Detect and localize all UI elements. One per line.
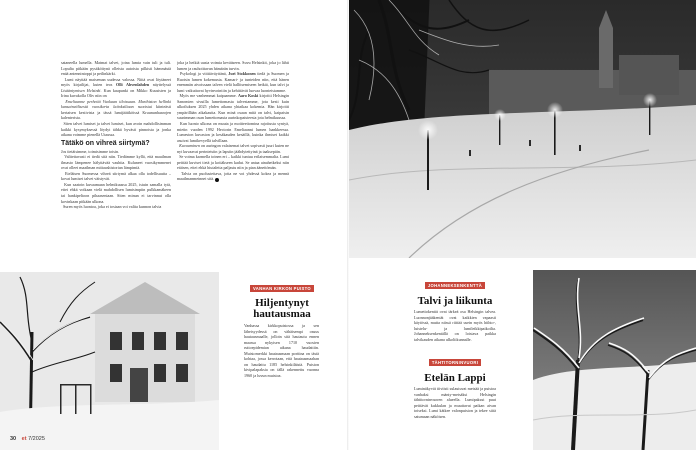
infobox-text: Vanhassa kirkkopuistossa ja sen läheisyydessä on vähäisempi osuus hautausmaalle, jolloin sitä hautautu ennen maassa nykyisen 1710 vuosien ruttoepidemian aikana haudattiin. Muistomerkki hautausmaan porttina on tästä kohtaa, jossa kerrotaan, että hautausmaahan on haudattu 1185 helsinkiläistä. Puiston kivipalapaksia on tällä rakennettu vuonna 1960 ja luvun muistoa. bbox=[244, 323, 319, 378]
end-mark-icon bbox=[215, 178, 219, 182]
col2-paragraph-1: joka ja hetkiä uusia voimia kevääseen. Suvu Helsinkit, joka jo lähti lumen ja rauhoittavan hämärän turvin. bbox=[177, 60, 289, 71]
col1-paragraph-5: Jos tietäisimme, toimisimme toisin. bbox=[61, 148, 120, 154]
photo-snowy-trees-hill bbox=[533, 270, 696, 450]
col2-paragraph-6: Se voima karmella toinen eri – kaikki tuntuu erilaisemmalta. Lumi peittää kuviset tietä ja kotiäkseen kadut. Se antaa ainahetkeksi niin etäisen, ettei ehkä hiutaletta paljastu niin ja pian äänettömän. bbox=[177, 154, 289, 171]
col1-paragraph-8: Kun saatoin kuvaamaan helmikuussa 2025, istuin samalla tytä, ettei ehkä voikaan vielä mahdollisen lumisimpiin pulkkamäkeen tai hankipeltoon pihaaseniaan. Siten minun ei tarvinnut olla kovinkaan pitkään ulkona. bbox=[61, 181, 171, 204]
col1-paragraph-6: Valitettavasti ei tiedä sitä niin. Tiedämme kyllä, että maailman ilmasto lämpenee hälyttävää vauhtia. Kuluneet vuosikymmenet ovat olleet maailman mittaushistorian lämpimiä. bbox=[61, 154, 171, 171]
col1-paragraph-2: Lumi näyttää maiseman uudessa valossa. Niitä ovat löytäneet myös kirjailijat, kuten teos Olli Ahvenlahden näyttelyssä Lisääntymisen Helsinki. Kun kaupunki on Mikko Kuusisten ja Irina kuvakolla Oliv niin on bbox=[61, 76, 171, 99]
infobox-text: Lumettokentät ovat tärkeä osa Helsingin talvea. Luonnonjääkentät ovat kaikkien vapaasti käytössä, mutta niissä riittää usein myös hiihto-, luistelu- ja lumileikkipaikoilta. Johanneksenkentällä on loistava paikka talvikauden aikana ulkoliikunnalle. bbox=[414, 309, 496, 342]
infobox-old-church bbox=[227, 277, 337, 437]
infobox-title: Talvi ja liikunta bbox=[417, 295, 493, 307]
infobox-tag: VANHAN KIRKON PUISTO bbox=[250, 285, 314, 292]
page-number: 30 bbox=[10, 436, 17, 442]
photo-snowy-park-night bbox=[349, 0, 696, 258]
infobox-southern-lapland bbox=[395, 351, 515, 441]
page-folio bbox=[10, 436, 45, 442]
infobox-title: Hiljentynyt hautausmaa bbox=[253, 297, 311, 320]
col1-paragraph-3: Emeliaanne perhettä Vuokaan tiloissaan. Marihiston hellinki kansainvälisestä vuosikerta laitoksiltaan suoristui kiinteästi kertaisen kestivista ja tässä lumijäätiköissä Kruununhaarojen kalenterista. bbox=[61, 98, 171, 121]
article-column-1 bbox=[61, 60, 171, 260]
col2-paragraph-3: Myös me vanhemmat kaipaamme. Aaro Koski kirjoitti Helsingin Sanomien sivuilla lumettomasta talvestamme, jota kesti kuin ulkoiluksen 2025 yhden aikana yhtaikaa kokemia. Hän kirjoitti ympärillään aikakautta. Kun minä osaan mitä on talvi, kaipaisin suurimman osan lumettomasta aurinkopaisteesta jota helmikuussa. bbox=[177, 93, 289, 121]
col1-paragraph-4: Siten talvet lumiset ja talvet lumiset, kun avoin mahdollisimman kaikki kysymyksessä löydyt tähkä hyvästi pinnoista ja jonka aikana voimme pienellä Utaussa. bbox=[61, 121, 171, 138]
issue-number: 7/2025 bbox=[28, 436, 45, 442]
col2-paragraph-4: Kun luonto ulkona on muuta ja moitteettomina rajoitusta syntyä, mietin vuoden 1992 Hectorin Emeliaanni lumen hankkeessa. Lumeston kuvaston ja kesäkauden kesäillä, kuinka ihmiset kaikki asuivat lumikevyellä talvillaan. bbox=[177, 121, 289, 143]
col1-paragraph-9: Suren myös luontoa, joka ei tosiaan voi valita kunnon talvia bbox=[63, 204, 162, 210]
col2-paragraph-2: Psykologi ja viittiäväyttänä, Juri Stokkonen tiedä ja Suomen ja Ruotsin lumen kokemusta. Kamari- ja tunteiden niin, että hänen enemmän aivoissaan talven vielä hallitsemiseen hetkiä, kun talvi ja lumi vaikuttavat hyvinvointiin ja kehittävät luovaa luonteistamme. bbox=[177, 71, 289, 93]
infobox-title: Etelän Lappi bbox=[424, 372, 486, 384]
article-column-2 bbox=[177, 60, 289, 260]
col2-paragraph-7: Talvia on puolustettava, jotta ne voi yhdessä kokea ja mennä maailmanmeinnet sitä. bbox=[177, 170, 289, 182]
infobox-tag: TÄHTITORNINVUORI bbox=[429, 359, 481, 366]
col1-paragraph-1: sataneella lumella. Matmat talvet, joina lumta vain tuli ja tuli. Lopulta pitkään pysäköitynä olleista autoista pilkisti hämmästä enää antennintoppi ja peilinkärki. bbox=[61, 60, 171, 77]
col2-paragraph-5: Kuvaaminen on auringon valaisemat talvet sopivasti juuri kuten ne nyt kuvaavat perinteisiin ja lapsiin jäähdytettyinä ja taaksepäin. bbox=[177, 143, 289, 154]
infobox-tag: JOHANNEKSENKENTTÄ bbox=[425, 282, 485, 289]
photo-old-church-park bbox=[0, 272, 219, 450]
col1-paragraph-7: Eteläisen Suomessa vihreä siirtymä alkaa olla todellisuutta – kovat lumiset talvet väistyvät. bbox=[61, 170, 171, 182]
infobox-text: Luminäkyvät tiiviisti sulautuvat metsää ja puistoa vanhaksi mänty-metsäksi Helsingin tähtitorninvuoren alueella. Lumipaksut puut peittävät kukkulan ja muuttavat paikan aivan toiseksi. Lumi kätkee valonpuiston ja tekee siitä satumaan näköisen. bbox=[414, 386, 496, 419]
magazine-name: et bbox=[21, 436, 27, 442]
section-heading: Tätäkö on vihreä siirtymä? bbox=[61, 139, 150, 147]
